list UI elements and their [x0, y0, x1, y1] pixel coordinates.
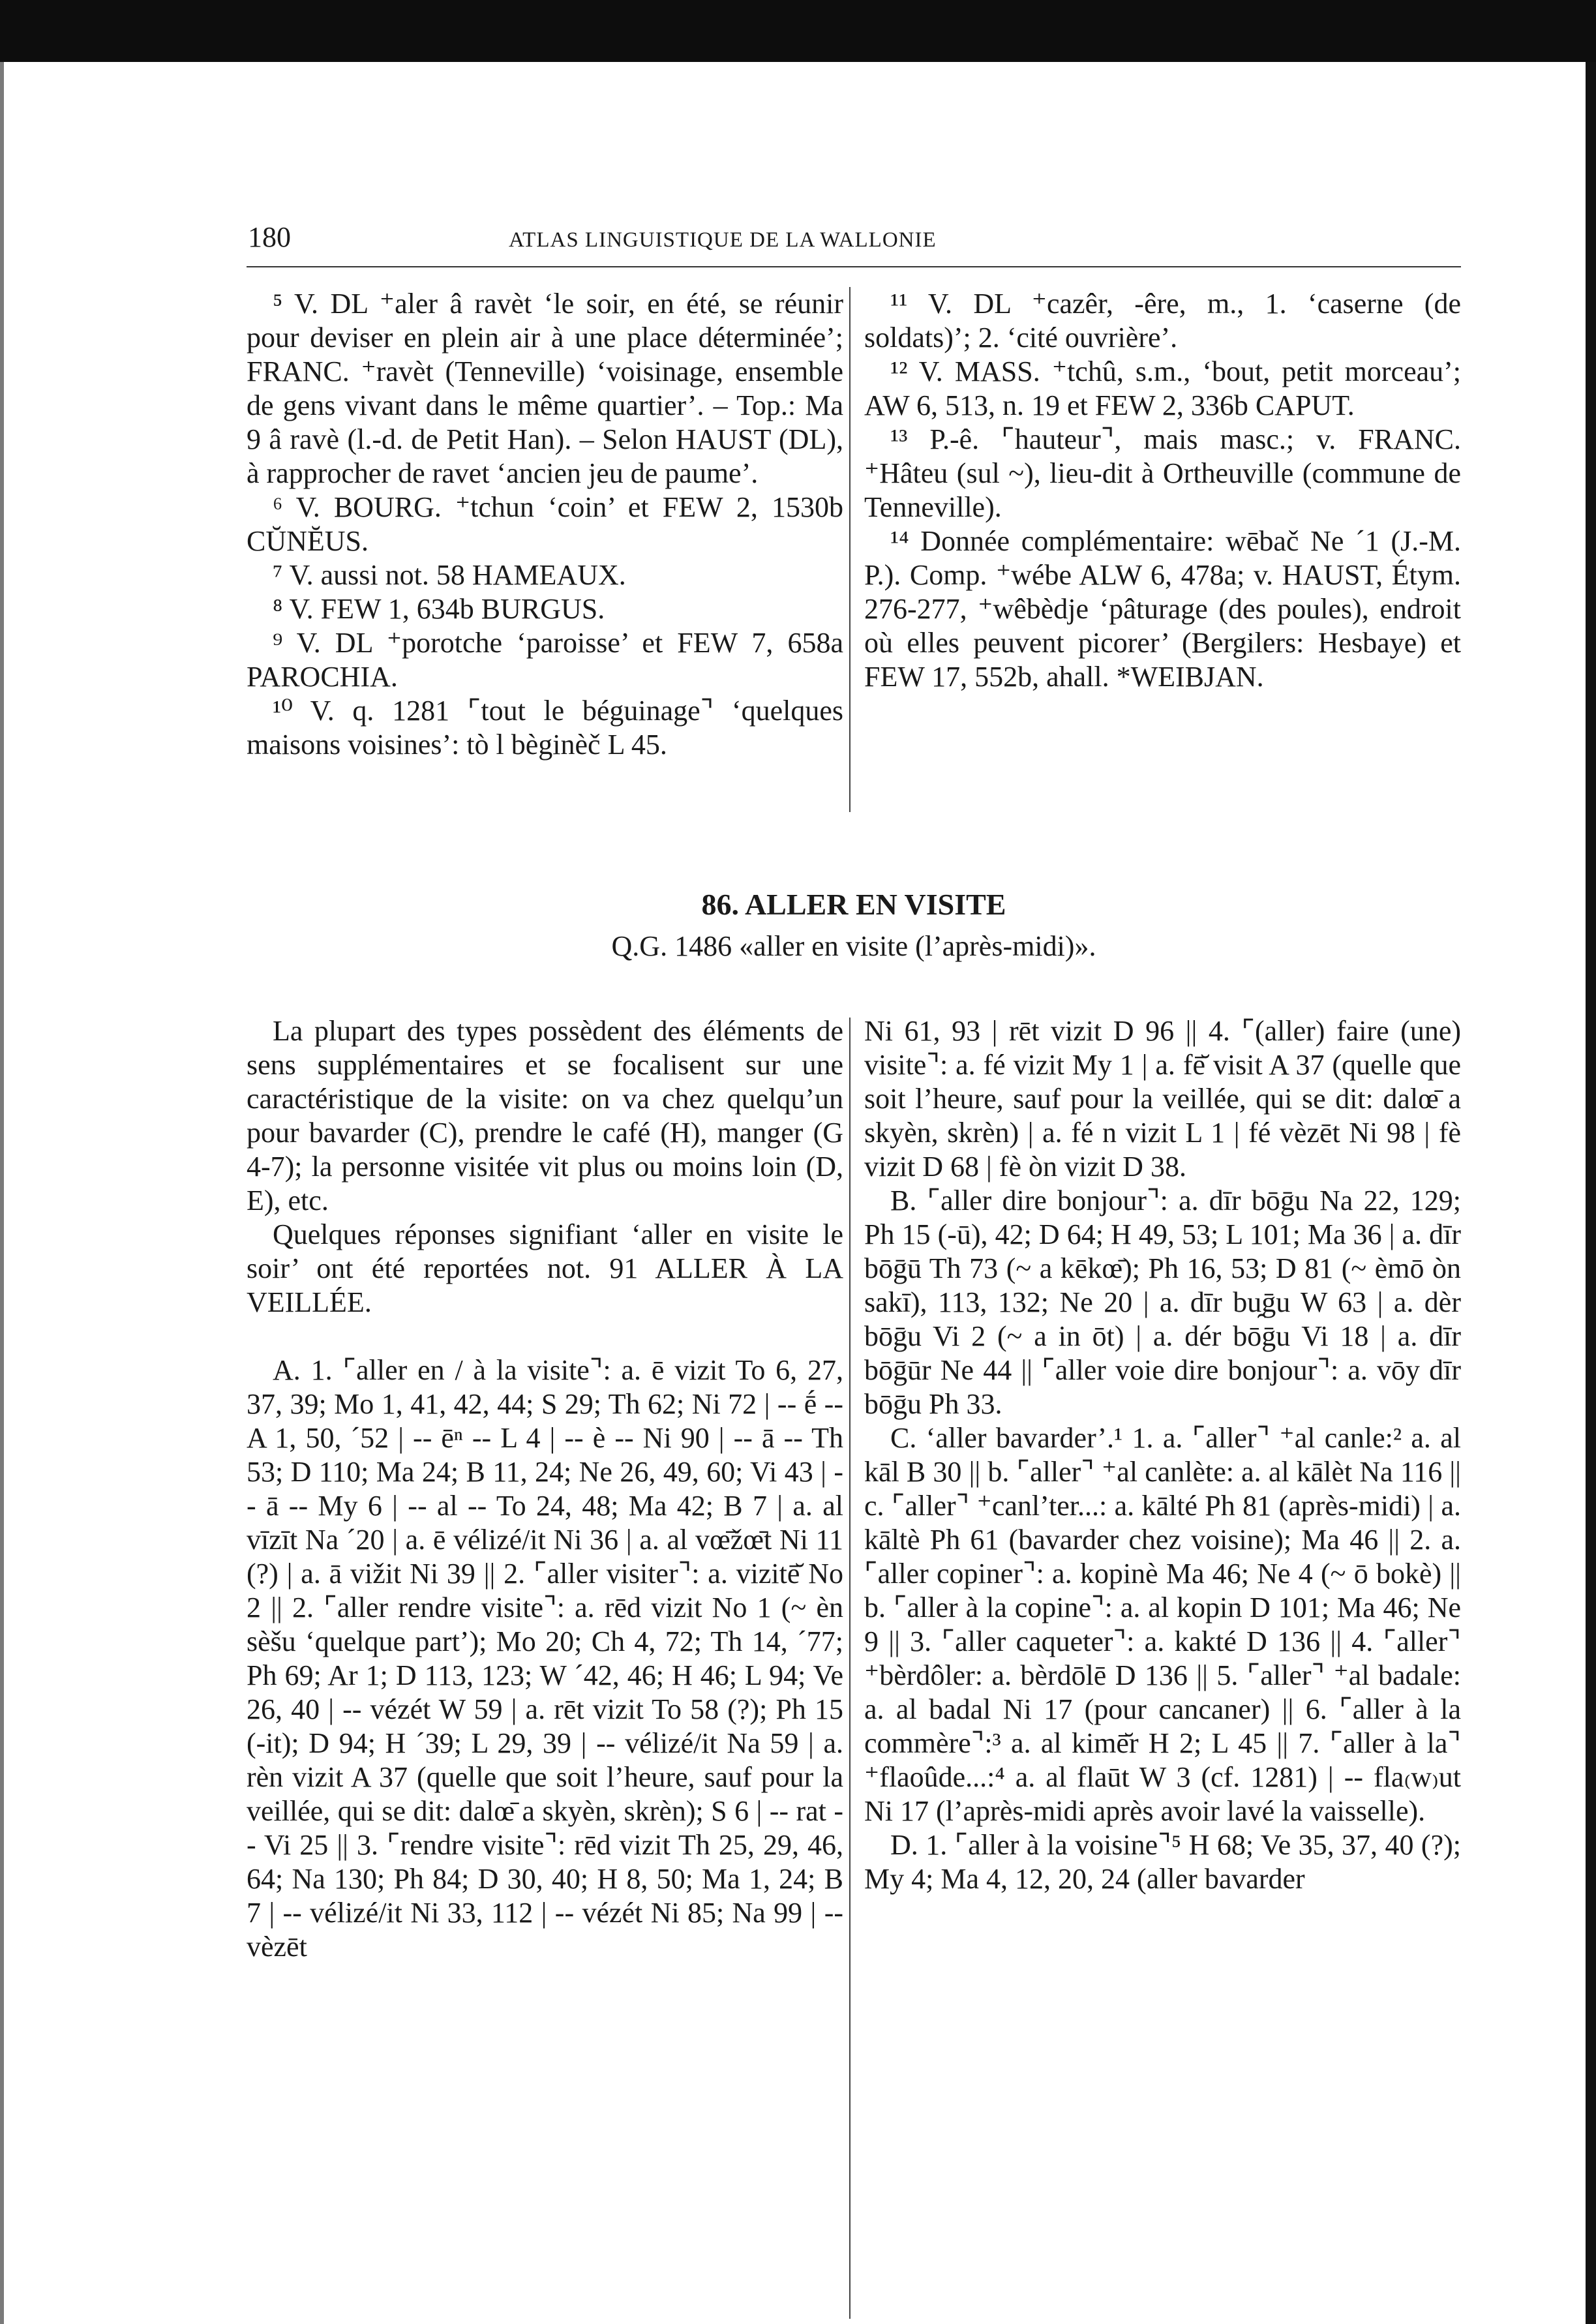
footnote-14: ¹⁴ Donnée complémentaire: wēbač Ne ´1 (J.-M. P.). Comp. ⁺wébe ALW 6, 478a; v. HAUST, Étym. 276-277, ⁺wêbèdje ‘pâturage (des poules), endroit où elles peuvent picorer’ (Bergilers: Hesbaye) et FEW 17, 552b, ahall. *WEIBJAN.: [864, 525, 1461, 693]
body-paragraph-note: Quelques réponses signifiant ‘aller en visite le soir’ ont été reportées not. 91 ALLER À LA VEILLÉE.: [247, 1218, 843, 1318]
section-title: 86. ALLER EN VISITE: [701, 888, 1006, 921]
footnote-6: ⁶ V. BOURG. ⁺tchun ‘coin’ et FEW 2, 1530b CŬNĔUS.: [247, 491, 843, 557]
page-number: 180: [248, 221, 291, 253]
body-paragraph-c: C. ‘aller bavarder’.¹ 1. a. ⌜aller⌝ ⁺al canle:² a. al kāl B 30 || b. ⌜aller⌝ ⁺al canlète: a. al kālèt Na 116 || c. ⌜aller⌝ ⁺canl’ter...: a. kālté Ph 81 (après-midi) | a. kāltè Ph 61 (bavarder chez voisine); Ma 46 || 2. a. ⌜aller copiner⌝: a. kopinè Ma 46; Ne 4 (~ ō bokè) || b. ⌜aller à la copine⌝: a. al kopin D 101; Ma 46; Ne 9 || 3. ⌜aller caqueter⌝: a. kakté D 136 || 4. ⌜aller⌝ ⁺bèrdôler: a. bèrdōlē D 136 || 5. ⌜aller⌝ ⁺al badale: a. al badal Ni 17 (pour cancaner) || 6. ⌜aller à la commère⌝:³ a. al kimē̆r H 2; L 45 || 7. ⌜aller à la⌝ ⁺flaoûde...:⁴ a. al flaūt W 3 (cf. 1281) | -- fla₍w₎ut Ni 17 (l’après-midi après avoir lavé la vaisselle).: [864, 1422, 1461, 1827]
footnotes-left-column: [247, 287, 843, 762]
scan-right-edge: [1586, 62, 1596, 2324]
footnote-13: ¹³ P.-ê. ⌜hauteur⌝, mais masc.; v. FRANC. ⁺Hâteu (sul ~), lieu-dit à Ortheuville (commune de Tenneville).: [864, 423, 1461, 523]
footnotes-column-divider: [849, 287, 851, 812]
footnote-11: ¹¹ V. DL ⁺cazêr, -êre, m., 1. ‘caserne (de soldats)’; 2. ‘cité ouvrière’.: [864, 288, 1461, 354]
body-column-divider: [849, 1018, 851, 2319]
running-title: ATLAS LINGUISTIQUE DE LA WALLONIE: [509, 228, 937, 252]
footnotes-right-column: [864, 287, 1461, 694]
scan-top-border: [0, 0, 1596, 62]
body-paragraph-b: B. ⌜aller dire bonjour⌝: a. dīr bōḡu Na 22, 129; Ph 15 (-ū), 42; D 64; H 49, 53; L 101; Ma 36 | a. dīr bōḡū Th 73 (~ a kēkœ̄); Ph 16, 53; D 81 (~ èmō òn sakī), 113, 132; Ne 20 | a. dīr bu̯ḡu W 63 | a. dèr bōḡu Vi 2 (~ a in ōt) | a. dér bōḡu Vi 18 | a. dīr bōḡūr Ne 44 || ⌜aller voie dire bonjour⌝: a. vōy dīr bōḡu Ph 33.: [864, 1185, 1461, 1420]
footnote-7: ⁷ V. aussi not. 58 HAMEAUX.: [273, 559, 626, 591]
scan-left-edge: [0, 62, 4, 2324]
footnote-5: ⁵ V. DL ⁺aler â ravèt ‘le soir, en été, se réunir pour deviser en plein air à une place déterminée’; FRANC. ⁺ravèt (Tenneville) ‘voisinage, ensemble de gens vivant dans le même quartier’. – Top.: Ma 9 â ravè (l.-d. de Petit Han). – Selon HAUST (DL), à rapprocher de ravet ‘ancien jeu de paume’.: [247, 288, 843, 489]
footnote-12: ¹² V. MASS. ⁺tchû, s.m., ‘bout, petit morceau’; AW 6, 513, n. 19 et FEW 2, 336b CAPUT.: [864, 355, 1461, 421]
section-subtitle: Q.G. 1486 «aller en visite (l’après-midi)».: [611, 930, 1096, 962]
body-paragraph-d: D. 1. ⌜aller à la voisine⌝⁵ H 68; Ve 35, 37, 40 (?); My 4; Ma 4, 12, 20, 24 (aller bavarder: [864, 1829, 1461, 1895]
footnote-9: ⁹ V. DL ⁺porotche ‘paroisse’ et FEW 7, 658a PAROCHIA.: [247, 627, 843, 693]
footnote-8: ⁸ V. FEW 1, 634b BURGUS.: [273, 593, 605, 625]
body-paragraph-a: A. 1. ⌜aller en / à la visite⌝: a. ē vizit To 6, 27, 37, 39; Mo 1, 41, 42, 44; S 29; Th 62; Ni 72 | -- ḗ -- A 1, 50, ´52 | -- ēⁿ -- L 4 | -- è -- Ni 90 | -- ā -- Th 53; D 110; Ma 24; B 11, 24; Ne 26, 49, 60; Vi 43 | -- ā -- My 6 | -- al -- To 24, 48; Ma 42; B 7 | a. al vīzīt Na ´20 | a. ē vélizé/it Ni 36 | a. al vœ̄žœ̄t Ni 11 (?) | a. ā vižit Ni 39 || 2. ⌜aller visiter⌝: a. vizitē̆ No 2 || 2. ⌜aller rendre visite⌝: a. rēd vizit No 1 (~ èn sèšu ‘quelque part’); Mo 20; Ch 4, 72; Th 14, ´77; Ph 69; Ar 1; D 113, 123; W ´42, 46; H 46; L 94; Ve 26, 40 | -- vézét W 59 | a. rēt vizit To 58 (?); Ph 15 (-it); D 94; H ´39; L 29, 39 | -- vélizé/it Na 59 | a. rèn vizit A 37 (quelle que soit l’heure, sauf pour la veillée, qui se dit: dalœ̄ a skyèn, skrèn); S 6 | -- rat -- Vi 25 || 3. ⌜rendre visite⌝: rēd vizit Th 25, 29, 46, 64; Na 130; Ph 84; D 30, 40; H 8, 50; Ma 1, 24; B 7 | -- vélizé/it Ni 33, 112 | -- vézét Ni 85; Na 99 | -- vèzēt: [247, 1354, 843, 1963]
header-rule: [247, 266, 1461, 267]
body-paragraph-a-continued: Ni 61, 93 | rēt vizit D 96 || 4. ⌜(aller) faire (une) visite⌝: a. fé vizit My 1 | a. fē̆ visit A 37 (quelle que soit l’heure, sauf pour la veillée, qui se dit: dalœ̄ a skyèn, skrèn) | a. fé n vizit L 1 | fé vèzēt Ni 98 | fè vizit D 68 | fè òn vizit D 38.: [864, 1015, 1461, 1183]
body-paragraph-intro: La plupart des types possèdent des éléments de sens supplémentaires et se focalisent sur une caractéristique de la visite: on va chez quelqu’un pour bavarder (C), prendre le café (H), manger (G 4-7); la personne visitée vit plus ou moins loin (D, E), etc.: [247, 1015, 843, 1216]
body-right-column: [864, 1014, 1461, 1896]
footnote-10: ¹⁰ V. q. 1281 ⌜tout le béguinage⌝ ‘quelques maisons voisines’: tò l bèginèč L 45.: [247, 695, 843, 761]
body-left-column: [247, 1014, 843, 1964]
